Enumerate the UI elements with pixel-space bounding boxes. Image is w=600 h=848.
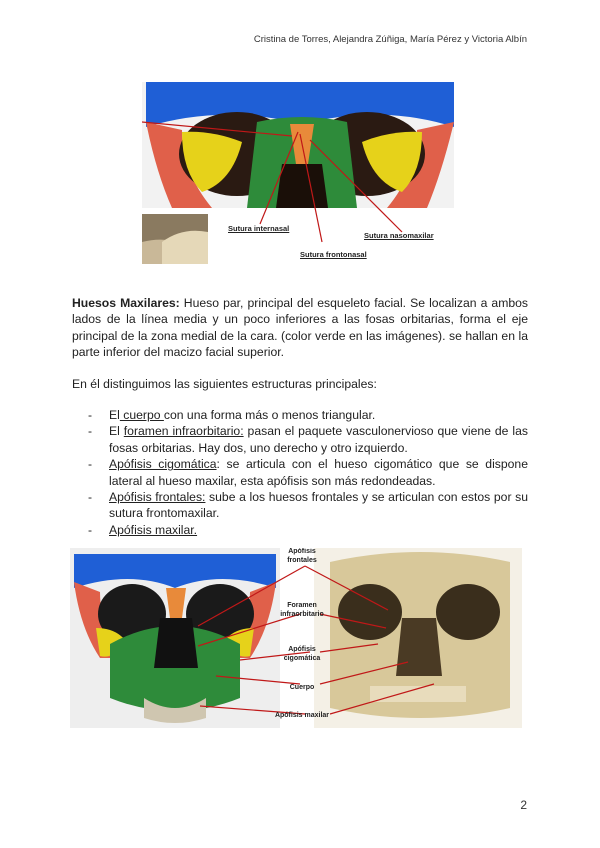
skull-suture-figure — [142, 82, 462, 267]
label-apofisis-cigomatica: Apófisis cigomática — [283, 646, 321, 662]
paragraph-intro-estructuras: En él distinguimos las siguientes estructuras principales: — [72, 377, 377, 391]
list-item: - Apófisis frontales: sube a los huesos frontales y se articulan con estos por su sutura frontomaxilar. — [88, 490, 528, 521]
label-sutura-nasomaxilar: Sutura nasomaxilar — [364, 231, 434, 240]
maxilla-structures-figure — [70, 548, 522, 730]
page-number: 2 — [520, 798, 527, 812]
list-item: - El cuerpo con una forma más o menos triangular. — [88, 408, 376, 422]
label-apofisis-maxilar: Apófisis maxilar — [274, 712, 330, 719]
label-apofisis-frontales: Apófisis frontales — [287, 548, 317, 564]
list-item: - El foramen infraorbitario: pasan el paquete vasculonervioso que viene de las fosas orbitarias. Hay dos, uno derecho y otro izquierdo. — [88, 424, 528, 455]
header-authors: Cristina de Torres, Alejandra Zúñiga, María Pérez y Victoria Albín — [253, 34, 527, 45]
paragraph-title: Huesos Maxilares: — [72, 296, 180, 310]
paragraph-text: Hueso par, principal del esqueleto facial. Se localizan a ambos lados de la línea media y un poco inferiores a las fosas orbitarias, forma el eje principal de la zona medial de la cara. (color verde en las imágenes). se hallan en la parte inferior del macizo facial superior. — [72, 296, 529, 360]
structures-list — [88, 407, 528, 538]
list-item: - Apófisis maxilar. — [88, 522, 198, 537]
paragraph-huesos-maxilares — [72, 295, 528, 361]
label-sutura-frontonasal: Sutura frontonasal — [300, 250, 367, 259]
label-cuerpo: Cuerpo — [289, 684, 315, 691]
label-foramen-infraorbitario: Foramen infraorbitario — [280, 602, 324, 618]
label-sutura-internasal: Sutura internasal — [228, 224, 290, 233]
list-item: - Apófisis cigomática: se articula con el hueso cigomático que se dispone lateral al hueso maxilar, esta apófisis son más redondeadas. — [88, 457, 528, 488]
